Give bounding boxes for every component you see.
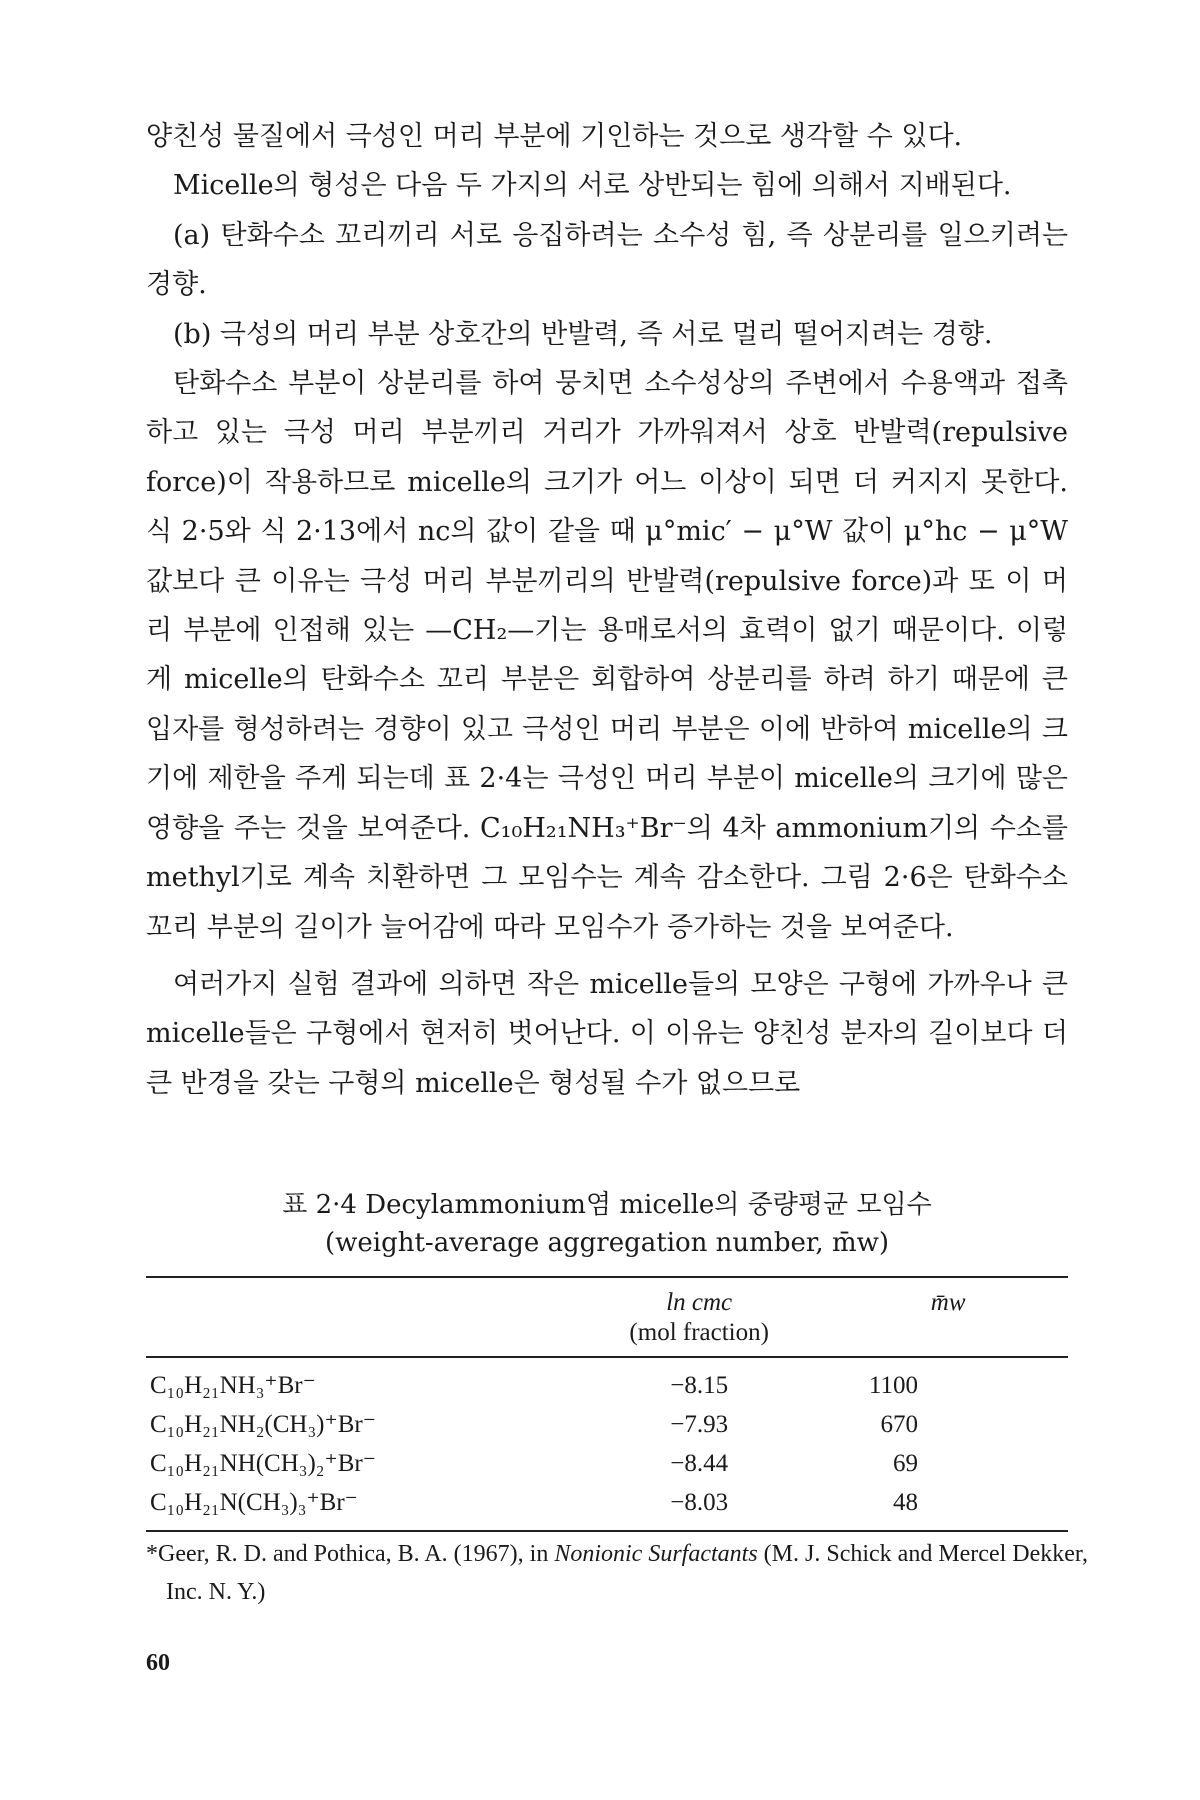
body-text: [146, 112, 1068, 1108]
table-caption-line2: (weight-average aggregation number, m̄w): [324, 1228, 890, 1258]
footnote-text-before: *Geer, R. D. and Pothica, B. A. (1967), in: [146, 1541, 555, 1567]
header-mw: [828, 1277, 1068, 1357]
table-row: [146, 1444, 1068, 1483]
table-caption-line1: 표 2·4 Decylammonium염 micelle의 중량평균 모임수: [282, 1190, 932, 1220]
paragraph-micelle-formation: Micelle의 형성은 다음 두 가지의 서로 상반되는 힘에 의해서 지배된다.: [173, 170, 1012, 202]
header-mw-label: m̄w: [930, 1289, 966, 1316]
table-caption: [146, 1186, 1068, 1262]
row-mw: 1100: [868, 1372, 918, 1399]
paragraph-item-a: (a) 탄화수소 꼬리끼리 서로 응집하려는 소수성 힘, 즉 상분리를 일으키려는 경향.: [146, 219, 1068, 301]
paragraph-item-b: (b) 극성의 머리 부분 상호간의 반발력, 즉 서로 멀리 떨어지려는 경향.: [173, 318, 993, 350]
header-ln-cmc-unit: (mol fraction): [629, 1319, 769, 1346]
footnote-text-after: (M. J. Schick and Mercel Dekker, Inc. N. Y.): [166, 1541, 1088, 1605]
table-header-row: [146, 1277, 1068, 1357]
row-mw: 69: [893, 1450, 918, 1477]
row-ln-cmc: −8.15: [670, 1372, 729, 1399]
paragraph-micelle-shape: 여러가지 실험 결과에 의하면 작은 micelle들의 모양은 구형에 가까우나 큰 micelle들은 구형에서 현저히 벗어난다. 이 이유는 양친성 분자의 길이보다 더 큰 반경을 갖는 구형의 micelle은 형성될 수가 없으므로: [146, 968, 1068, 1099]
row-mw: 670: [880, 1411, 918, 1438]
row-ln-cmc: −7.93: [670, 1411, 729, 1438]
row-compound: C₁₀H₂₁N(CH₃)₃⁺Br⁻: [146, 1483, 570, 1531]
row-mw: 48: [828, 1483, 1068, 1531]
page-number: 60: [146, 1650, 170, 1676]
row-compound: C₁₀H₂₁NH₃⁺Br⁻: [150, 1372, 316, 1399]
row-ln-cmc: −8.03: [570, 1483, 828, 1531]
row-ln-cmc: −8.44: [670, 1450, 729, 1477]
header-compound: [146, 1277, 570, 1357]
table-2-4: [146, 1186, 1068, 1532]
table-row: [146, 1405, 1068, 1444]
footnote: [146, 1535, 1088, 1611]
paragraph-continuation: 양친성 물질에서 극성인 머리 부분에 기인하는 것으로 생각할 수 있다.: [146, 121, 963, 152]
header-ln-cmc-label: ln cmc: [666, 1289, 733, 1316]
row-compound: C₁₀H₂₁NH₂(CH₃)⁺Br⁻: [150, 1411, 376, 1438]
footnote-book-title: Nonionic Surfactants: [554, 1541, 758, 1567]
paragraph-repulsive-force: 탄화수소 부분이 상분리를 하여 뭉치면 소수성상의 주변에서 수용액과 접촉하고 있는 극성 머리 부분끼리 거리가 가까워져서 상호 반발력(repulsive force)이 작용하므로 micelle의 크기가 어느 이상이 되면 더 커지지 못한다. 식 2·5와 식 2·13에서 nc의 값이 같을 때 μ°mic′ − μ°W 값이 μ°hc − μ°W 값보다 큰 이유는 극성 머리 부분끼리의 반발력(repulsive force)과 또 이 머리 부분에 인접해 있는 —CH₂—기는 용매로서의 효력이 없기 때문이다. 이렇게 micelle의 탄화수소 꼬리 부분은 회합하여 상분리를 하려 하기 때문에 큰 입자를 형성하려는 경향이 있고 극성인 머리 부분은 이에 반하여 micelle의 크기에 제한을 주게 되는데 표 2·4는 극성인 머리 부분이 micelle의 크기에 많은 영향을 주는 것을 보여준다. C₁₀H₂₁NH₃⁺Br⁻의 4차 ammonium기의 수소를 methyl기로 계속 치환하면 그 모임수는 계속 감소한다. 그림 2·6은 탄화수소 꼬리 부분의 길이가 늘어감에 따라 모임수가 증가하는 것을 보여준다.: [146, 368, 1068, 943]
header-ln-cmc: [570, 1277, 828, 1357]
table-row: [146, 1357, 1068, 1405]
aggregation-table: [146, 1276, 1068, 1532]
table-row: [146, 1483, 1068, 1531]
row-compound: C₁₀H₂₁NH(CH₃)₂⁺Br⁻: [150, 1450, 376, 1477]
